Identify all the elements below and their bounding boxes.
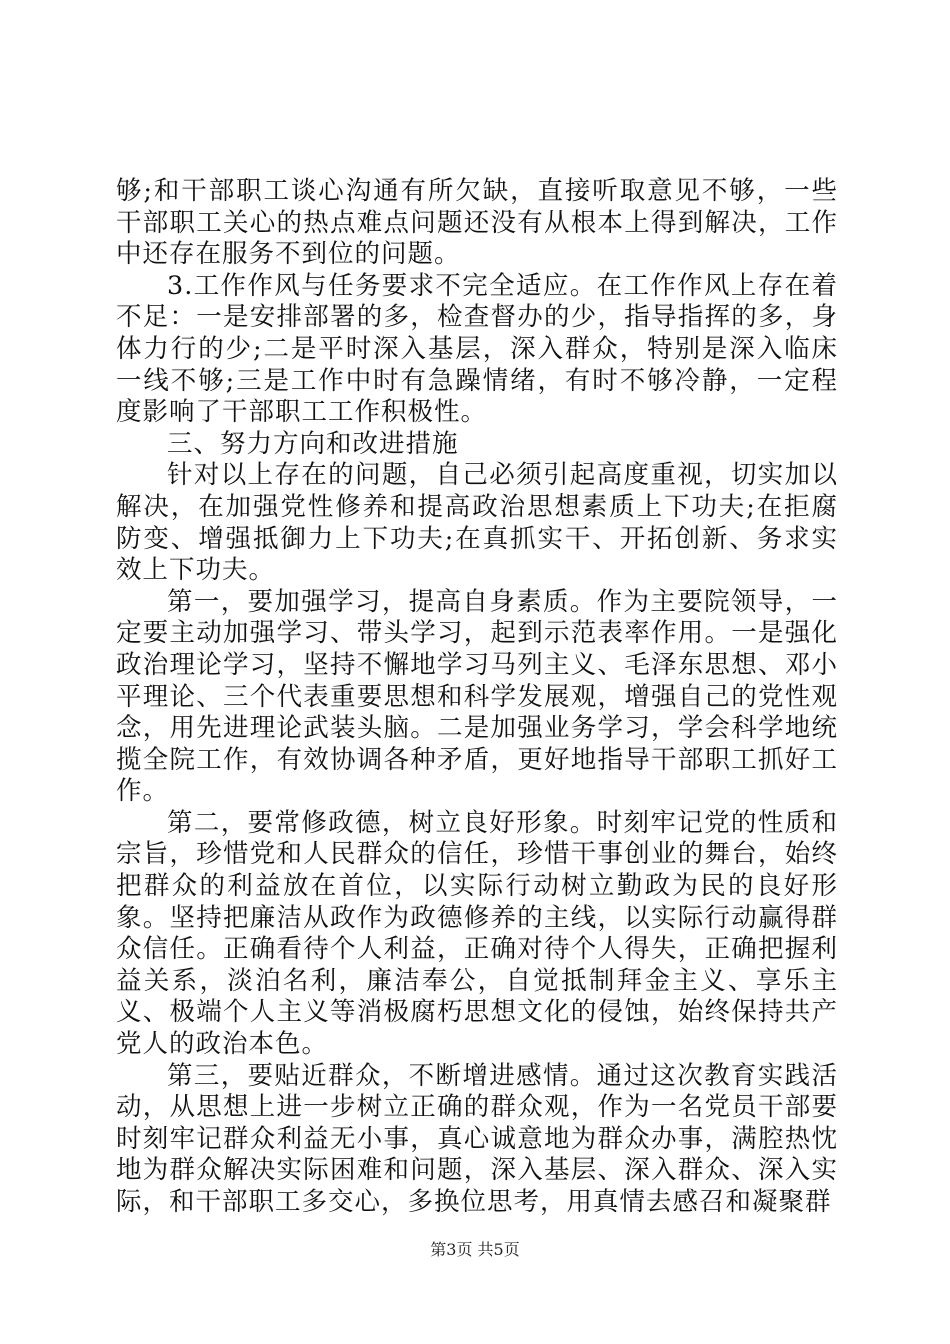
- paragraph-second-measure: 第二，要常修政德，树立良好形象。时刻牢记党的性质和宗旨，珍惜党和人民群众的信任，珍惜干事创业的舞台，始终把群众的利益放在首位，以实际行动树立勤政为民的良好形象。坚持把廉洁从政作为政德修养的主线，以实际行动赢得群众信任。正确看待个人利益，正确对待个人得失，正确把握利益关系，淡泊名利，廉洁奉公，自觉抵制拜金主义、享乐主义、极端个人主义等消极腐朽思想文化的侵蚀，始终保持共产党人的政治本色。: [116, 807, 838, 1060]
- paragraph-continuation: 够;和干部职工谈心沟通有所欠缺，直接听取意见不够，一些干部职工关心的热点难点问题还没有从根本上得到解决，工作中还存在服务不到位的问题。: [116, 176, 838, 270]
- paragraph-work-style: 3.工作作风与任务要求不完全适应。在工作作风上存在着不足：一是安排部署的多，检查督办的少，指导指挥的多，身体力行的少;二是平时深入基层，深入群众，特别是深入临床一线不够;三是工作中时有急躁情绪，有时不够冷静，一定程度影响了干部职工工作积极性。: [116, 270, 838, 428]
- page-number-footer: 第3页 共5页: [430, 1240, 520, 1259]
- section-heading-improvement: 三、努力方向和改进措施: [167, 428, 459, 459]
- paragraph-third-measure: 第三，要贴近群众，不断增进感情。通过这次教育实践活动，从思想上进一步树立正确的群众观，作为一名党员干部要时刻牢记群众利益无小事，真心诚意地为群众办事，满腔热忱地为群众解决实际困难和问题，深入基层、深入群众、深入实际，和干部职工多交心，多换位思考，用真情去感召和凝聚群: [116, 1060, 838, 1217]
- paragraph-intro-measures: 针对以上存在的问题，自己必须引起高度重视，切实加以解决，在加强党性修养和提高政治思想素质上下功夫;在拒腐防变、增强抵御力上下功夫;在真抓实干、开拓创新、务求实效上下功夫。: [116, 460, 838, 586]
- document-body: [116, 176, 838, 1219]
- paragraph-first-measure: 第一，要加强学习，提高自身素质。作为主要院领导，一定要主动加强学习、带头学习，起到示范表率作用。一是强化政治理论学习，坚持不懈地学习马列主义、毛泽东思想、邓小平理论、三个代表重要思想和科学发展观，增强自己的党性观念，用先进理论武装头脑。二是加强业务学习，学会科学地统揽全院工作，有效协调各种矛盾，更好地指导干部职工抓好工作。: [116, 586, 838, 807]
